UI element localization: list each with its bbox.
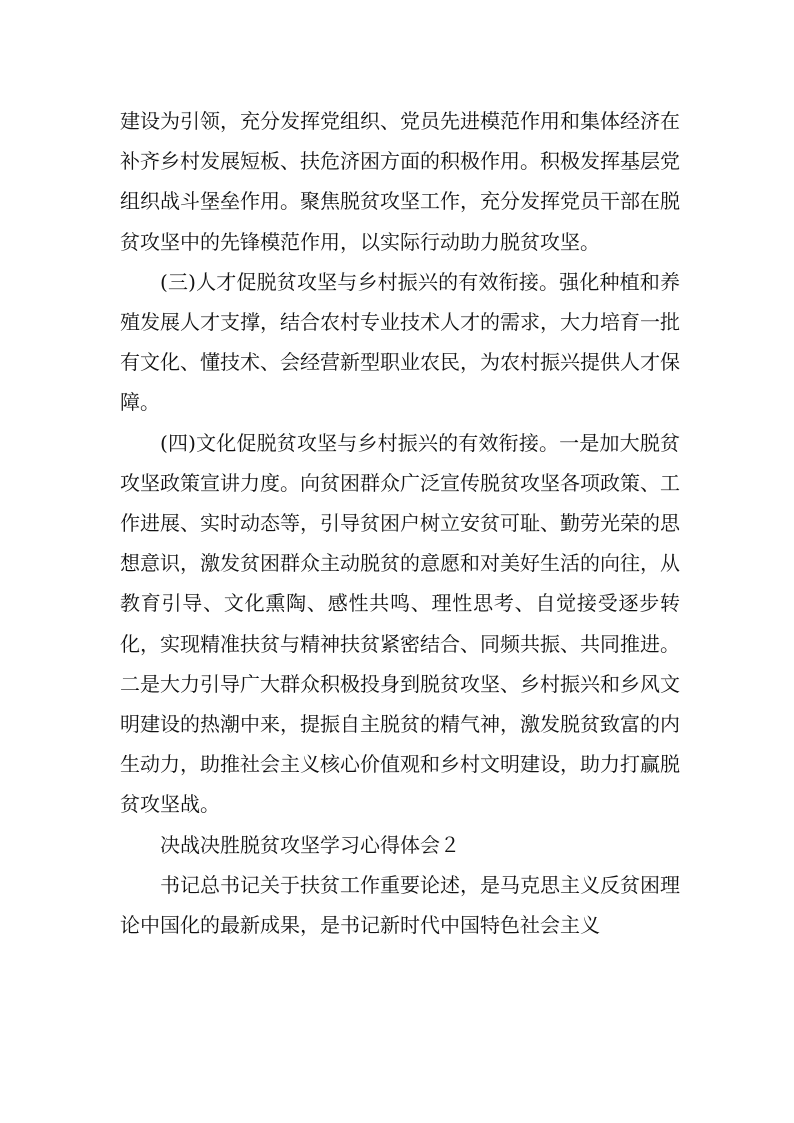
paragraph-culture-section: (四)文化促脱贫攻坚与乡村振兴的有效衔接。一是加大脱贫攻坚政策宣讲力度。向贫困群众广泛宣传脱贫攻坚各项政策、工作进展、实时动态等，引导贫困户树立安贫可耻、勤劳光荣的思想意识，激发贫困群众主动脱贫的意愿和对美好生活的向往，从教育引导、文化熏陶、感性共鸣、理性思考、自觉接受逐步转化，实现精准扶贫与精神扶贫紧密结合、同频共振、共同推进。二是大力引导广大群众积极投身到脱贫攻坚、乡村振兴和乡风文明建设的热潮中来，提振自主脱贫的精气神，激发脱贫致富的内生动力，助推社会主义核心价值观和乡村文明建设，助力打赢脱贫攻坚战。 bbox=[120, 430, 680, 817]
paragraph-poverty-theory: 书记总书记关于扶贫工作重要论述，是马克思主义反贫困理论中国化的最新成果，是书记新时代中国特色社会主义 bbox=[120, 872, 680, 938]
paragraph-party-building: 建设为引领，充分发挥党组织、党员先进模范作用和集体经济在补齐乡村发展短板、扶危济困方面的积极作用。积极发挥基层党组织战斗堡垒作用。聚焦脱贫攻坚工作，充分发挥党员干部在脱贫攻坚中的先锋模范作用，以实际行动助力脱贫攻坚。 bbox=[120, 109, 680, 254]
document-body bbox=[120, 101, 680, 945]
section-heading-experience-2: 决战决胜脱贫攻坚学习心得体会２ bbox=[160, 832, 460, 857]
paragraph-talent-section: (三)人才促脱贫攻坚与乡村振兴的有效衔接。强化种植和养殖发展人才支撑，结合农村专业技术人才的需求，大力培育一批有文化、懂技术、会经营新型职业农民，为农村振兴提供人才保障。 bbox=[120, 269, 680, 415]
